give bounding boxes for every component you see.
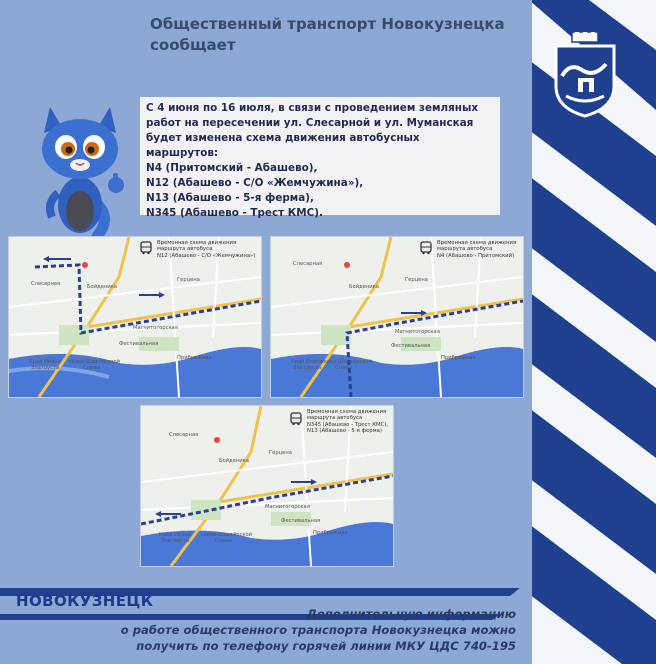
caption-line: Временная схема движения [437,240,517,246]
place-label: Славы [335,365,353,371]
notice-box [140,97,500,219]
caption-line: N13 (Абашево - 5-я ферма) [307,427,382,434]
caption-line: Временная схема движения [157,240,237,246]
place-label: Край Ивана [159,532,191,538]
notice-line: работ на пересечении ул. Слесарной и ул. Муманская [146,117,474,129]
street-label: Герцена [177,277,200,283]
footer-info [96,606,516,654]
route-map-n345-n13 [140,405,394,567]
caption-line: N345 (Абашево - Трест КМС), [307,421,389,428]
street-label: Магнитогорская [265,504,310,510]
street-label: Бойденика [219,458,249,464]
place-label: Златоуста [31,365,60,371]
notice-line: будет изменена схема движения автобусных маршрутов: [146,132,420,159]
map-graphic [9,237,261,397]
street-label: Фестивальная [391,343,431,349]
place-label: Край Ивана [291,359,323,365]
notice-line: N13 (Абашево - 5-я ферма), [146,192,315,204]
city-name: НОВОКУЗНЕЦК [16,592,154,610]
place-label: Славы [215,538,233,544]
street-label: Прибрежная [313,530,348,536]
street-label: Прибрежная [177,355,212,361]
notice-line: N4 (Притомский - Абашево), [146,162,318,174]
street-label: Бойденика [349,284,379,290]
place-label: сквер Шахтёрской [321,359,373,365]
place-label: Златоуста [293,365,322,371]
coat-of-arms-icon [550,32,620,118]
info-line: Дополнительную информацию [306,607,516,621]
map-caption [307,409,388,434]
caption-line: Временная схема движения [307,409,387,415]
notice-line: N12 (Абашево - С/О «Жемчужина»), [146,177,364,189]
place-label: Славы [83,365,101,371]
cat-mascot-icon [32,93,136,243]
place-label: Край Ивана [29,359,61,365]
notice-line: N345 (Абашево - Трест КМС). [146,207,323,219]
street-label: Герцена [405,277,428,283]
page-title: Общественный транспорт Новокузнецка сообщает [150,15,505,54]
street-label: Слесарная [169,432,199,438]
info-line: о работе общественного транспорта Новокузнецка можно [120,623,516,637]
notice-line: С 4 июня по 16 июля, в связи с проведением земляных [146,102,479,114]
caption-line: маршрута автобуса [437,246,493,253]
map-caption [437,240,516,259]
bus-icon [419,241,433,255]
street-label: Бойденика [87,284,117,290]
street-label: Герцена [269,450,292,456]
route-map-n12 [8,236,262,398]
caption-line: N12 (Абашево - С/О «Жемчужина») [157,252,256,259]
route-map-n4 [270,236,524,398]
street-label: Прибрежная [441,355,476,361]
bus-icon [289,412,303,426]
street-label: Фестивальная [281,518,321,524]
street-label: Фестивальная [119,341,159,347]
caption-line: маршрута автобуса [157,246,213,253]
place-label: сквер Шахтёрской [69,359,121,365]
info-line: получить по телефону горячей линии МКУ ЦДС 740-195 [136,639,516,653]
bus-icon [139,241,153,255]
street-label: Слесарная [31,281,61,287]
caption-line: N4 (Абашево - Притомский) [437,252,515,259]
place-label: Златоуста [161,538,190,544]
street-label: Слесарная [293,261,323,267]
map-caption [157,240,255,259]
place-label: сквер Шахтёрской [201,532,253,538]
street-label: Магнитогорская [133,325,178,331]
street-label: Магнитогорская [395,329,440,335]
caption-line: маршрута автобуса [307,415,363,422]
